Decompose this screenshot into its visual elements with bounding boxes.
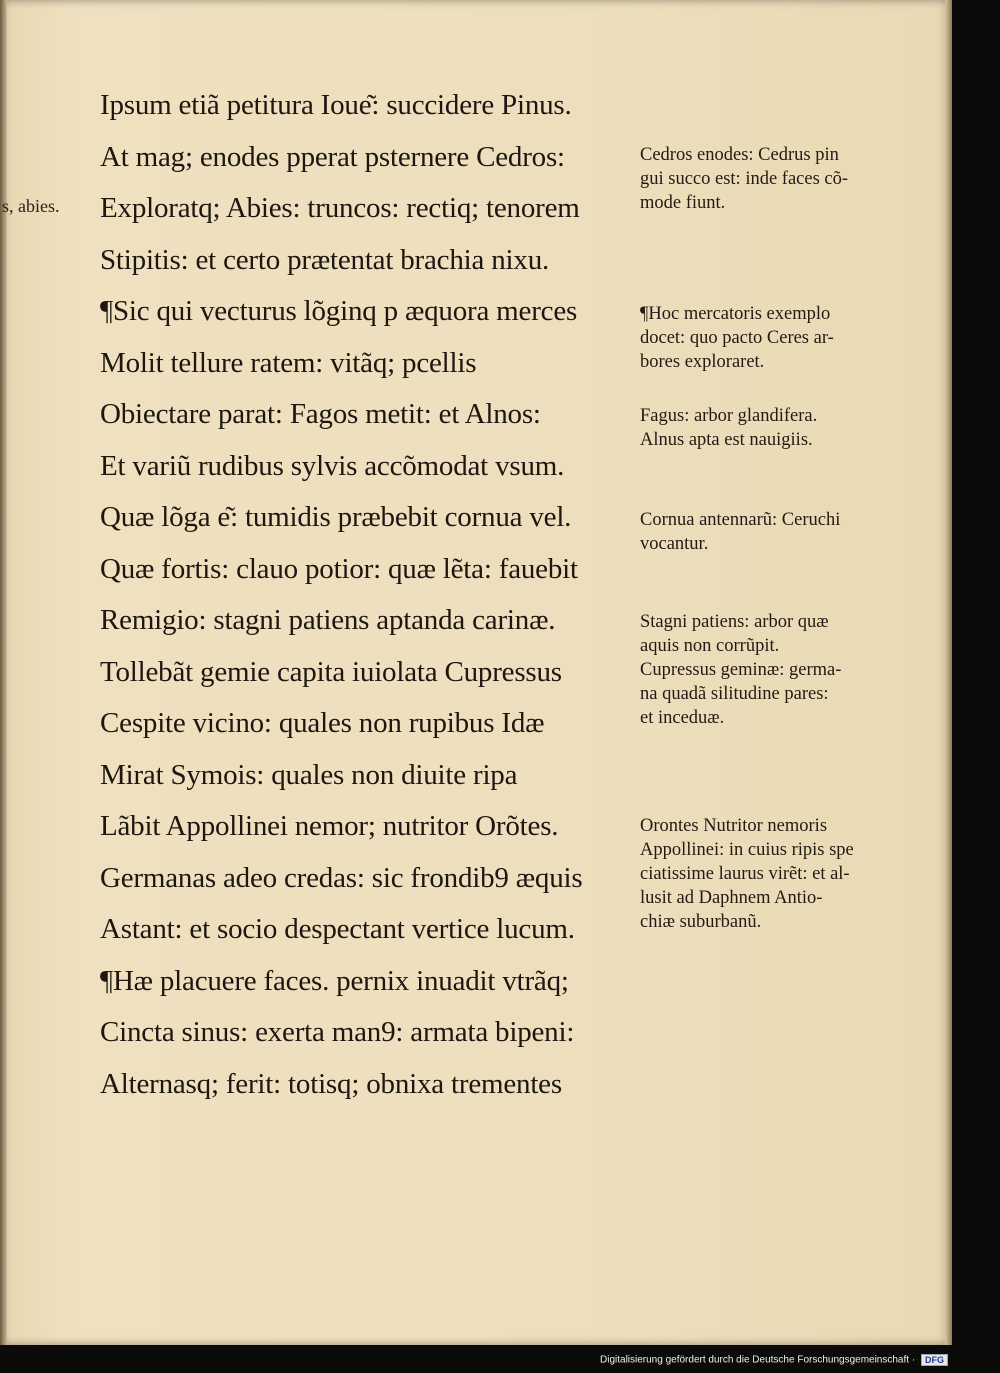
gloss-line: et inceduæ. — [640, 708, 725, 728]
marginal-gloss — [640, 508, 930, 556]
gloss-line: chiæ suburbanũ. — [640, 912, 762, 932]
verse-line: Tollebãt gemie capita iuiolata Cupressus — [100, 655, 562, 688]
digitization-footer — [600, 1354, 960, 1366]
verse-line: Cespite vicino: quales non rupibus Idæ — [100, 707, 545, 739]
verse-line: ¶Sic qui vecturus lõginq p æquora merces — [100, 295, 578, 327]
verse-line: Stipitis: et certo prætentat brachia nixu. — [100, 243, 550, 276]
gloss-line: Fagus: arbor glandifera. — [640, 406, 818, 426]
page-right-edge — [945, 0, 952, 1345]
gloss-line: Stagni patiens: arbor quæ — [640, 612, 829, 632]
gloss-line: Cedros enodes: Cedrus pin — [640, 145, 839, 165]
marginal-gloss — [640, 302, 930, 374]
gloss-line: lusit ad Daphnem Antio- — [640, 888, 823, 908]
verse-line: Obiectare parat: Fagos metit: et Alnos: — [100, 398, 541, 430]
footer-text: Digitalisierung gefördert durch die Deutsche Forschungsgemeinschaft · — [600, 1354, 916, 1366]
verse-line: Ipsum etiã petitura Ioue͂: succidere Pinus. — [100, 89, 572, 121]
margin-left-note: s, abies. — [2, 196, 60, 216]
verse-line: Lãbit Appollinei nemor; nutritor Orõtes. — [100, 810, 559, 842]
verse-line: Astant: et socio despectant vertice lucum. — [100, 913, 575, 945]
gloss-line: ¶Hoc mercatoris exemplo — [640, 304, 831, 324]
marginal-gloss — [640, 814, 930, 934]
verse-line: Germanas adeo credas: sic frondib9 æquis — [100, 861, 583, 894]
verse-line: Quæ lõga e͂: tumidis præbebit cornua vel. — [100, 501, 572, 533]
verse-line: Alternasq; ferit: totisq; obnixa trementes — [100, 1067, 562, 1100]
verse-line: Exploratq; Abies: truncos: rectiq; tenorem — [100, 192, 580, 224]
gloss-line: vocantur. — [640, 534, 709, 554]
gloss-line: Cupressus geminæ: germa- — [640, 660, 842, 680]
dfg-logo-icon: DFG — [921, 1354, 948, 1366]
verse-line: Mirat Symois: quales non diuite ripa — [100, 758, 518, 791]
gloss-line: bores exploraret. — [640, 352, 765, 372]
gloss-line: Cornua antennarũ: Ceruchi — [640, 510, 841, 530]
gloss-line: docet: quo pacto Ceres ar- — [640, 328, 834, 348]
gloss-line: gui succo est: inde faces cõ- — [640, 169, 849, 189]
verse-line: Cincta sinus: exerta man9: armata bipeni: — [100, 1016, 575, 1048]
marginal-gloss — [640, 610, 930, 730]
gloss-line: Alnus apta est nauigiis. — [640, 430, 813, 450]
verse-text-column — [100, 80, 582, 1110]
gloss-line: mode fiunt. — [640, 193, 726, 213]
marginal-gloss — [640, 404, 930, 452]
gloss-line: Appollinei: in cuius ripis spe — [640, 840, 854, 860]
verse-line: Et variũ rudibus sylvis accõmodat vsum. — [100, 449, 565, 482]
gloss-line: Orontes Nutritor nemoris — [640, 816, 828, 836]
marginal-gloss — [640, 143, 930, 215]
verse-line: Remigio: stagni patiens aptanda carinæ. — [100, 604, 556, 636]
gloss-line: aquis non corrũpit. — [640, 636, 780, 656]
verse-line: At mag; enodes pperat psternere Cedros: — [100, 140, 565, 173]
verse-line: Molit tellure ratem: vitãq; pcellis — [100, 346, 477, 379]
verse-line: Quæ fortis: clauo potior: quæ lẽta: fauebit — [100, 552, 578, 585]
verse-line: ¶Hæ placuere faces. pernix inuadit vtrãq; — [100, 964, 569, 997]
gloss-line: ciatissime laurus virẽt: et al- — [640, 864, 850, 884]
gloss-line: na quadã silitudine pares: — [640, 684, 829, 704]
